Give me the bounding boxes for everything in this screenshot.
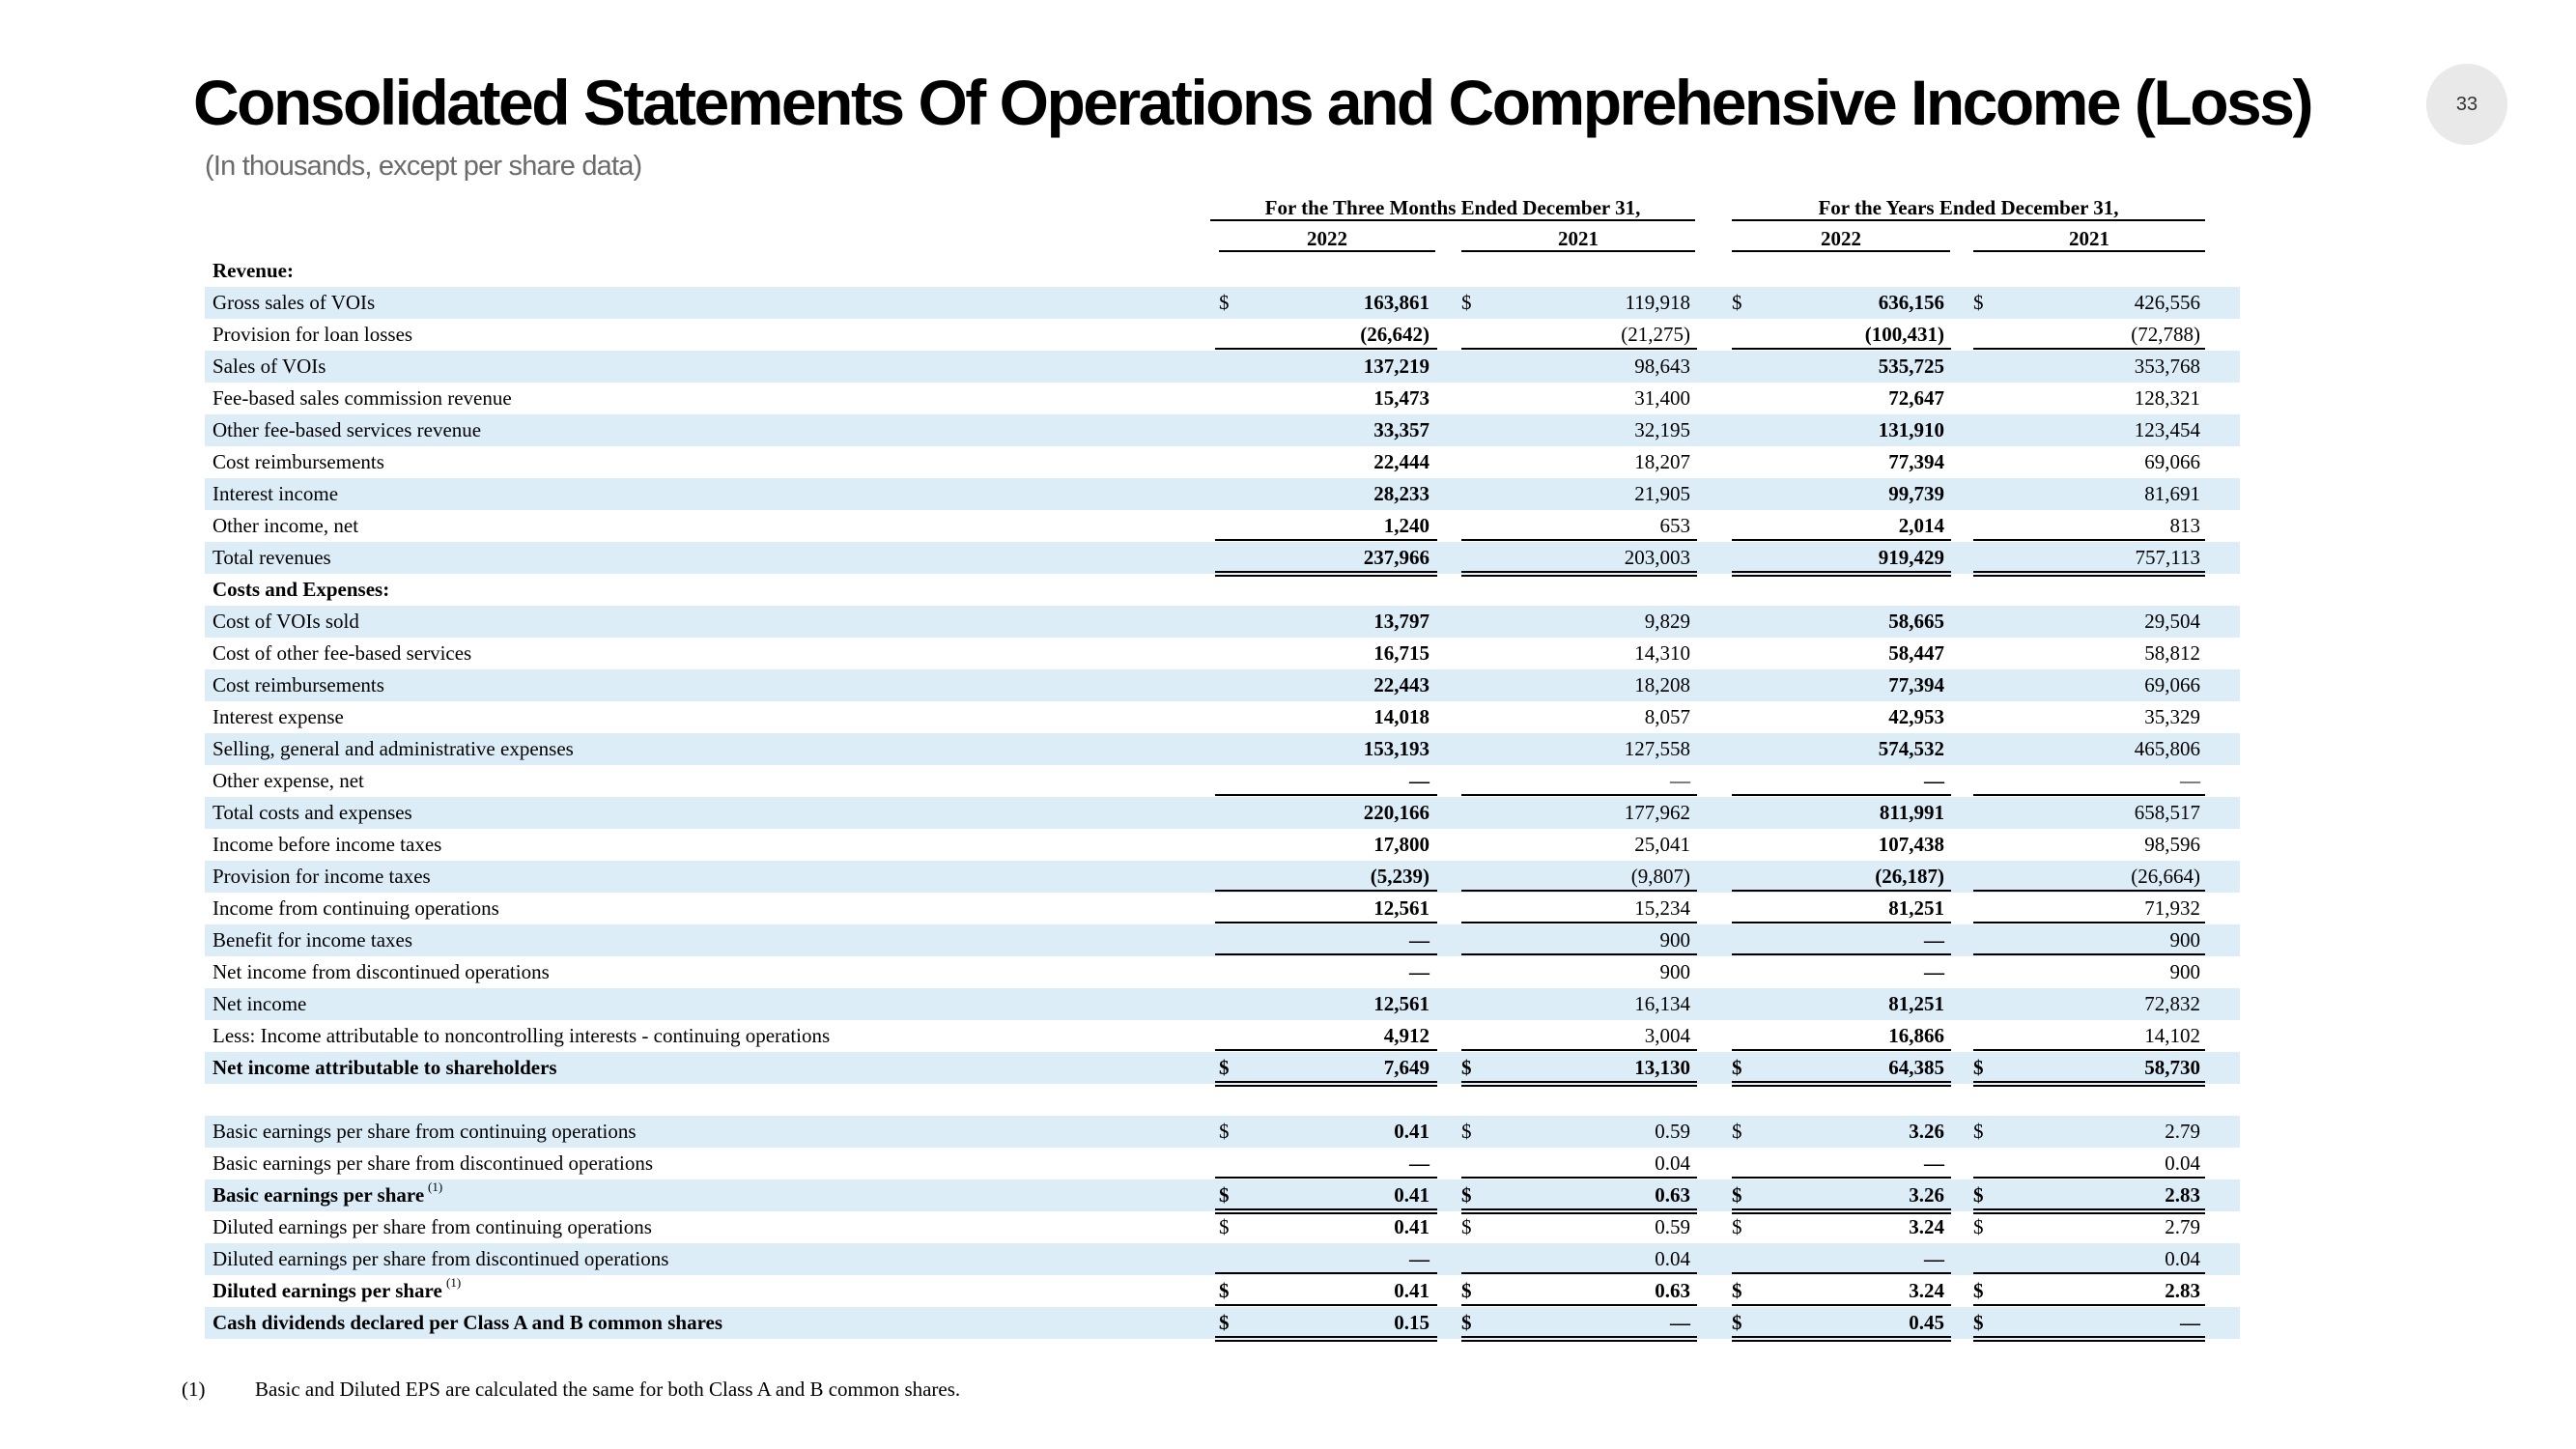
cell-value: 811,991 xyxy=(1879,801,1944,824)
underline xyxy=(1973,1177,2205,1179)
underline xyxy=(1461,1049,1697,1051)
cell-value: 1,240 xyxy=(1383,514,1430,537)
cell-value: 58,665 xyxy=(1888,610,1944,633)
cell-value: 16,715 xyxy=(1373,641,1430,665)
cell-value: 0.04 xyxy=(1655,1151,1690,1175)
table-row xyxy=(205,319,2240,351)
row-label: Total costs and expenses xyxy=(212,801,412,824)
underline xyxy=(1732,922,1951,923)
cell-value: 3.24 xyxy=(1909,1215,1944,1238)
cell-value: 119,918 xyxy=(1625,291,1690,314)
underline xyxy=(1215,953,1437,955)
section-heading xyxy=(205,574,2240,606)
underline xyxy=(1732,890,1951,892)
underline xyxy=(1973,922,2205,923)
row-label: Sales of VOIs xyxy=(212,355,326,378)
underline xyxy=(1461,890,1697,892)
cell-value: — xyxy=(1924,960,1944,983)
row-label: Diluted earnings per share from discontinued operations xyxy=(212,1247,669,1270)
cell-value: (5,239) xyxy=(1370,865,1430,888)
cell-value: 0.04 xyxy=(2165,1151,2200,1175)
cell-value: 900 xyxy=(2169,960,2200,983)
table-row xyxy=(205,1116,2240,1148)
underline xyxy=(1461,794,1697,796)
cell-value: 465,806 xyxy=(2134,737,2200,760)
cell-value: 98,596 xyxy=(2144,833,2200,856)
cell-value: 137,219 xyxy=(1363,355,1430,378)
cell-value: 203,003 xyxy=(1624,546,1690,569)
row-label: Other fee-based services revenue xyxy=(212,418,482,441)
row-label: Basic earnings per share xyxy=(212,1183,425,1207)
cell-value: 21,905 xyxy=(1634,482,1690,505)
table-row xyxy=(205,478,2240,510)
table-row xyxy=(205,383,2240,414)
cell-value: 658,517 xyxy=(2134,801,2200,824)
table-row xyxy=(205,606,2240,638)
double-underline xyxy=(1732,1336,1951,1338)
currency-symbol: $ xyxy=(1219,1120,1230,1143)
double-underline xyxy=(1461,1081,1697,1083)
cell-value: 81,251 xyxy=(1888,896,1944,920)
cell-value: 77,394 xyxy=(1888,673,1944,696)
double-underline xyxy=(1215,1081,1437,1083)
double-underline xyxy=(1732,1208,1951,1210)
column-header-2022-q: 2022 xyxy=(1219,227,1435,252)
cell-value: 81,691 xyxy=(2144,482,2200,505)
underline xyxy=(1973,890,2205,892)
cell-value: 426,556 xyxy=(2134,291,2200,314)
cell-value: 220,166 xyxy=(1363,801,1430,824)
table-row xyxy=(205,988,2240,1020)
underline xyxy=(1973,539,2205,541)
cell-value: 919,429 xyxy=(1878,546,1944,569)
row-label: Cost of other fee-based services xyxy=(212,641,472,665)
underline xyxy=(1215,539,1437,541)
cell-value: 32,195 xyxy=(1634,418,1690,441)
cell-value: 0.04 xyxy=(1655,1247,1690,1270)
table-row xyxy=(205,765,2240,797)
currency-symbol: $ xyxy=(1461,1183,1472,1207)
cell-value: 653 xyxy=(1659,514,1690,537)
page-title: Consolidated Statements Of Operations and Comprehensive Income (Loss) xyxy=(193,67,2311,138)
cell-value: 7,649 xyxy=(1383,1056,1430,1079)
cell-value: — xyxy=(1409,960,1430,983)
underline xyxy=(1461,953,1697,955)
double-underline xyxy=(1215,571,1437,573)
cell-value: 128,321 xyxy=(2134,386,2200,410)
row-label: Interest income xyxy=(212,482,339,505)
currency-symbol: $ xyxy=(1461,1311,1472,1334)
cell-value: 3,004 xyxy=(1644,1024,1690,1047)
underline xyxy=(1973,348,2205,350)
cell-value: 69,066 xyxy=(2144,450,2200,473)
underline xyxy=(1215,1177,1437,1179)
table-row xyxy=(205,733,2240,765)
cell-value: 2.79 xyxy=(2165,1215,2200,1238)
cell-value: 14,310 xyxy=(1634,641,1690,665)
cell-value: 42,953 xyxy=(1888,705,1944,728)
footnote-text: Basic and Diluted EPS are calculated the same for both Class A and B common shares. xyxy=(255,1378,961,1401)
cell-value: — xyxy=(1670,769,1690,792)
cell-value: 12,561 xyxy=(1373,992,1430,1015)
row-label: Fee-based sales commission revenue xyxy=(212,386,512,410)
currency-symbol: $ xyxy=(1973,1120,1984,1143)
row-label: Net income attributable to shareholders xyxy=(212,1056,557,1079)
underline xyxy=(1215,1049,1437,1051)
table-row xyxy=(205,351,2240,383)
currency-symbol: $ xyxy=(1219,1215,1230,1238)
cell-value: 64,385 xyxy=(1888,1056,1944,1079)
currency-symbol: $ xyxy=(1219,291,1230,314)
cell-value: 99,739 xyxy=(1888,482,1944,505)
row-label: Selling, general and administrative expenses xyxy=(212,737,574,760)
underline xyxy=(1732,953,1951,955)
row-label: Costs and Expenses: xyxy=(212,578,390,601)
underline xyxy=(1215,922,1437,923)
cell-value: — xyxy=(2180,769,2200,792)
underline xyxy=(1461,1272,1697,1274)
double-underline xyxy=(1973,1336,2205,1338)
page-subtitle: (In thousands, except per share data) xyxy=(205,151,642,182)
row-label: Income from continuing operations xyxy=(212,896,499,920)
cell-value: (72,788) xyxy=(2131,323,2200,346)
row-label: Provision for income taxes xyxy=(212,865,431,888)
cell-value: 28,233 xyxy=(1373,482,1430,505)
cell-value: 25,041 xyxy=(1634,833,1690,856)
row-label: Diluted earnings per share from continuing operations xyxy=(212,1215,652,1238)
table-row xyxy=(205,893,2240,924)
cell-value: 107,438 xyxy=(1878,833,1944,856)
cell-value: 72,832 xyxy=(2144,992,2200,1015)
table-row xyxy=(205,542,2240,574)
cell-value: 14,018 xyxy=(1373,705,1430,728)
cell-value: 163,861 xyxy=(1363,291,1430,314)
table-row xyxy=(205,414,2240,446)
cell-value: 69,066 xyxy=(2144,673,2200,696)
row-label: Benefit for income taxes xyxy=(212,928,413,952)
currency-symbol: $ xyxy=(1732,1056,1742,1079)
table-row xyxy=(205,669,2240,701)
row-label: Other income, net xyxy=(212,514,359,537)
cell-value: 153,193 xyxy=(1363,737,1430,760)
cell-value: 58,730 xyxy=(2144,1056,2200,1079)
underline xyxy=(1973,953,2205,955)
double-underline xyxy=(1973,1208,2205,1210)
column-header-2021-q: 2021 xyxy=(1461,227,1695,252)
spacer-row xyxy=(205,1084,2240,1116)
cell-value: 177,962 xyxy=(1624,801,1690,824)
row-label: Net income xyxy=(212,992,307,1015)
cell-value: 33,357 xyxy=(1373,418,1430,441)
cell-value: 0.45 xyxy=(1909,1311,1944,1334)
underline xyxy=(1732,348,1951,350)
table-row xyxy=(205,1307,2240,1339)
table-row xyxy=(205,956,2240,988)
table-row xyxy=(205,510,2240,542)
cell-value: 353,768 xyxy=(2134,355,2200,378)
column-group-three-months: For the Three Months Ended December 31, xyxy=(1210,197,1695,221)
row-label: Interest expense xyxy=(212,705,344,728)
cell-value: 81,251 xyxy=(1888,992,1944,1015)
underline xyxy=(1732,539,1951,541)
currency-symbol: $ xyxy=(1732,1120,1742,1143)
row-label: Income before income taxes xyxy=(212,833,442,856)
cell-value: 58,447 xyxy=(1888,641,1944,665)
underline xyxy=(1461,348,1697,350)
cell-value: 13,130 xyxy=(1634,1056,1690,1079)
cell-value: 0.41 xyxy=(1394,1183,1430,1207)
cell-value: — xyxy=(1409,928,1430,952)
footnote-number: (1) xyxy=(182,1378,206,1401)
cell-value: 14,102 xyxy=(2144,1024,2200,1047)
cell-value: 18,207 xyxy=(1634,450,1690,473)
underline xyxy=(1215,1272,1437,1274)
cell-value: — xyxy=(1924,1247,1944,1270)
cell-value: (100,431) xyxy=(1864,323,1944,346)
double-underline xyxy=(1973,571,2205,573)
underline xyxy=(1732,1049,1951,1051)
cell-value: 3.24 xyxy=(1909,1279,1944,1302)
cell-value: 123,454 xyxy=(2134,418,2200,441)
table-row xyxy=(205,861,2240,893)
double-underline xyxy=(1732,1304,1951,1306)
cell-value: 15,234 xyxy=(1634,896,1690,920)
underline xyxy=(1973,1272,2205,1274)
currency-symbol: $ xyxy=(1732,1311,1742,1334)
currency-symbol: $ xyxy=(1219,1056,1230,1079)
table-row xyxy=(205,1148,2240,1179)
cell-value: 131,910 xyxy=(1878,418,1944,441)
double-underline xyxy=(1215,1336,1437,1338)
cell-value: 2.79 xyxy=(2165,1120,2200,1143)
cell-value: 2.83 xyxy=(2165,1279,2200,1302)
currency-symbol: $ xyxy=(1973,1215,1984,1238)
cell-value: 574,532 xyxy=(1878,737,1944,760)
currency-symbol: $ xyxy=(1219,1279,1230,1302)
cell-value: — xyxy=(2180,1311,2200,1334)
row-label: Basic earnings per share from discontinued operations xyxy=(212,1151,654,1175)
cell-value: — xyxy=(1409,1247,1430,1270)
double-underline xyxy=(1461,1304,1697,1306)
cell-value: 16,134 xyxy=(1634,992,1690,1015)
table-row xyxy=(205,1211,2240,1243)
row-label: Gross sales of VOIs xyxy=(212,291,376,314)
cell-value: 35,329 xyxy=(2144,705,2200,728)
table-row: Basic earnings per share (1) $ 0.41 $ 0.63 $ 3.26 $ 2.83 xyxy=(205,1179,2240,1211)
table-row xyxy=(205,1243,2240,1275)
underline xyxy=(1732,1177,1951,1179)
currency-symbol: $ xyxy=(1461,1056,1472,1079)
currency-symbol: $ xyxy=(1461,1215,1472,1238)
cell-value: 0.59 xyxy=(1655,1215,1690,1238)
cell-value: 77,394 xyxy=(1888,450,1944,473)
currency-symbol: $ xyxy=(1219,1183,1230,1207)
currency-symbol: $ xyxy=(1732,1215,1742,1238)
double-underline xyxy=(1461,1336,1697,1338)
cell-value: 58,812 xyxy=(2144,641,2200,665)
row-label: Cost of VOIs sold xyxy=(212,610,359,633)
cell-value: 98,643 xyxy=(1634,355,1690,378)
cell-value: 0.15 xyxy=(1394,1311,1430,1334)
currency-symbol: $ xyxy=(1973,1279,1984,1302)
row-label: Cash dividends declared per Class A and B common shares xyxy=(212,1311,723,1334)
currency-symbol: $ xyxy=(1973,291,1984,314)
double-underline xyxy=(1215,1208,1437,1210)
section-heading xyxy=(205,255,2240,287)
currency-symbol: $ xyxy=(1461,291,1472,314)
cell-value: 2,014 xyxy=(1898,514,1944,537)
double-underline xyxy=(1732,571,1951,573)
table-row xyxy=(205,924,2240,956)
cell-value: 8,057 xyxy=(1644,705,1690,728)
row-label: Basic earnings per share from continuing operations xyxy=(212,1120,637,1143)
underline xyxy=(1973,1049,2205,1051)
cell-value: 22,443 xyxy=(1373,673,1430,696)
cell-value: 16,866 xyxy=(1888,1024,1944,1047)
cell-value: — xyxy=(1924,769,1944,792)
cell-value: (21,275) xyxy=(1621,323,1690,346)
table-row xyxy=(205,1020,2240,1052)
cell-value: 9,829 xyxy=(1644,610,1690,633)
cell-value: 0.04 xyxy=(2165,1247,2200,1270)
table-row: Diluted earnings per share (1) $ 0.41 $ 0.63 $ 3.24 $ 2.83 xyxy=(205,1275,2240,1307)
column-header-2022-y: 2022 xyxy=(1732,227,1950,252)
cell-value: 900 xyxy=(2169,928,2200,952)
cell-value: — xyxy=(1670,1311,1690,1334)
underline xyxy=(1215,890,1437,892)
cell-value: 757,113 xyxy=(2135,546,2200,569)
row-label: Other expense, net xyxy=(212,769,364,792)
cell-value: (26,664) xyxy=(2131,865,2200,888)
cell-value: 15,473 xyxy=(1373,386,1430,410)
underline xyxy=(1215,794,1437,796)
cell-value: (9,807) xyxy=(1630,865,1690,888)
cell-value: 535,725 xyxy=(1878,355,1944,378)
table-row xyxy=(205,446,2240,478)
cell-value: 0.63 xyxy=(1655,1279,1690,1302)
underline xyxy=(1215,348,1437,350)
currency-symbol: $ xyxy=(1973,1183,1984,1207)
double-underline xyxy=(1973,1304,2205,1306)
currency-symbol: $ xyxy=(1973,1311,1984,1334)
cell-value: 2.83 xyxy=(2165,1183,2200,1207)
table-row xyxy=(205,701,2240,733)
currency-symbol: $ xyxy=(1732,1279,1742,1302)
cell-value: 813 xyxy=(2169,514,2200,537)
cell-value: (26,642) xyxy=(1360,323,1430,346)
row-label: Total revenues xyxy=(212,546,331,569)
row-label: Revenue: xyxy=(212,259,294,282)
currency-symbol: $ xyxy=(1732,1183,1742,1207)
cell-value: 13,797 xyxy=(1373,610,1430,633)
cell-value: 636,156 xyxy=(1878,291,1944,314)
cell-value: 22,444 xyxy=(1373,450,1430,473)
cell-value: — xyxy=(1924,1151,1944,1175)
cell-value: 0.59 xyxy=(1655,1120,1690,1143)
row-label: Cost reimbursements xyxy=(212,450,384,473)
cell-value: 71,932 xyxy=(2144,896,2200,920)
currency-symbol: $ xyxy=(1461,1120,1472,1143)
underline xyxy=(1461,539,1697,541)
cell-value: — xyxy=(1409,769,1430,792)
underline xyxy=(1461,922,1697,923)
cell-value: 31,400 xyxy=(1634,386,1690,410)
double-underline xyxy=(1461,1208,1697,1210)
cell-value: 0.41 xyxy=(1394,1279,1430,1302)
cell-value: 4,912 xyxy=(1383,1024,1430,1047)
cell-value: 0.41 xyxy=(1394,1215,1430,1238)
cell-value: 127,558 xyxy=(1624,737,1690,760)
double-underline xyxy=(1973,1081,2205,1083)
cell-value: 0.63 xyxy=(1655,1183,1690,1207)
column-group-years: For the Years Ended December 31, xyxy=(1732,197,2205,221)
cell-value: 900 xyxy=(1659,928,1690,952)
currency-symbol: $ xyxy=(1461,1279,1472,1302)
row-label: Cost reimbursements xyxy=(212,673,384,696)
currency-symbol: $ xyxy=(1732,291,1742,314)
cell-value: (26,187) xyxy=(1875,865,1944,888)
cell-value: — xyxy=(1409,1151,1430,1175)
cell-value: 3.26 xyxy=(1909,1120,1944,1143)
row-label: Less: Income attributable to noncontrolling interests - continuing operations xyxy=(212,1024,831,1047)
cell-value: 3.26 xyxy=(1909,1183,1944,1207)
underline xyxy=(1732,1272,1951,1274)
cell-value: — xyxy=(1924,928,1944,952)
table-row xyxy=(205,829,2240,861)
table-row xyxy=(205,638,2240,669)
cell-value: 72,647 xyxy=(1888,386,1944,410)
underline xyxy=(1732,794,1951,796)
cell-value: 17,800 xyxy=(1373,833,1430,856)
currency-symbol: $ xyxy=(1219,1311,1230,1334)
cell-value: 237,966 xyxy=(1363,546,1430,569)
cell-value: 900 xyxy=(1659,960,1690,983)
cell-value: 29,504 xyxy=(2144,610,2200,633)
page-number-badge: 33 xyxy=(2426,64,2507,145)
table-row xyxy=(205,287,2240,319)
underline xyxy=(1973,794,2205,796)
row-label: Net income from discontinued operations xyxy=(212,960,550,983)
double-underline xyxy=(1732,1081,1951,1083)
column-header-2021-y: 2021 xyxy=(1973,227,2205,252)
cell-value: 0.41 xyxy=(1394,1120,1430,1143)
row-label: Diluted earnings per share xyxy=(212,1279,442,1302)
table-row xyxy=(205,1052,2240,1084)
row-label: Provision for loan losses xyxy=(212,323,413,346)
cell-value: 18,208 xyxy=(1634,673,1690,696)
double-underline xyxy=(1461,571,1697,573)
currency-symbol: $ xyxy=(1973,1056,1984,1079)
table-row xyxy=(205,797,2240,829)
underline xyxy=(1461,1177,1697,1179)
cell-value: 12,561 xyxy=(1373,896,1430,920)
double-underline xyxy=(1215,1304,1437,1306)
